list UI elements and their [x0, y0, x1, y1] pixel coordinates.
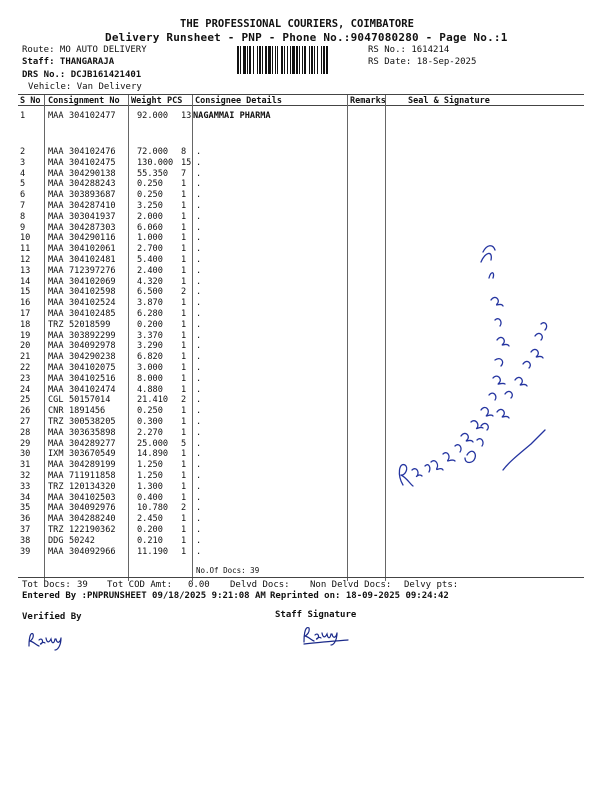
row-dot: .: [196, 298, 202, 309]
runsheet-title: Delivery Runsheet - PNP - Phone No.:9047080280 - Page No.:1: [105, 31, 508, 44]
row-weight: 3.870: [137, 298, 163, 309]
col-sno: S No: [20, 96, 41, 106]
row-prefix: MAA: [48, 244, 64, 255]
row-sno: 9: [20, 222, 26, 233]
table-bottom-rule: [18, 577, 584, 578]
cod-value: 0.00: [188, 580, 210, 590]
row-dot: .: [196, 244, 202, 255]
row-sno: 13: [20, 265, 31, 276]
row-dot: .: [196, 395, 202, 406]
row-dot: .: [196, 438, 202, 449]
row-prefix: MAA: [48, 157, 64, 168]
row-dot: .: [196, 276, 202, 287]
row-dot: .: [196, 233, 202, 244]
table-row: [0, 147, 600, 158]
entered-by: Entered By :PNPRUNSHEET 09/18/2025 9:21:08 AM: [22, 591, 266, 601]
row-prefix: TRZ: [48, 417, 64, 427]
row-prefix: CNR: [48, 406, 64, 417]
company-name: THE PROFESSIONAL COURIERS, COIMBATORE: [180, 18, 414, 30]
row-consignee: NAGAMMAI PHARMA: [193, 111, 271, 121]
row-weight: 8.000: [137, 373, 163, 384]
row-consignment-no: 304102485: [69, 309, 116, 319]
row-prefix: MAA: [48, 222, 64, 233]
row-weight: 0.250: [137, 179, 163, 190]
row-sno: 28: [20, 427, 31, 438]
row-weight: 6.820: [137, 352, 163, 363]
row-sno: 27: [20, 417, 31, 427]
row-dot: .: [196, 201, 202, 211]
row-consignment-no: 303893687: [69, 190, 116, 201]
row-consignment-no: 50157014: [69, 395, 111, 406]
row-weight: 10.780: [137, 503, 169, 514]
row-pcs: 1: [181, 546, 187, 557]
row-pcs: 1: [181, 319, 187, 330]
table-row: [0, 169, 600, 180]
reprinted-on: Reprinted on: 18-09-2025 09:24:42: [270, 591, 449, 601]
row-pcs: 1: [181, 471, 187, 481]
row-prefix: MAA: [48, 373, 64, 384]
row-weight: 1.300: [137, 481, 163, 492]
row-prefix: DDG: [48, 535, 64, 546]
row-weight: 2.700: [137, 244, 163, 255]
table-row: [0, 111, 600, 122]
row-prefix: MAA: [48, 201, 64, 211]
row-weight: 6.060: [137, 222, 163, 233]
row-pcs: 1: [181, 233, 187, 244]
row-sno: 25: [20, 395, 31, 406]
row-weight: 72.000: [137, 147, 169, 157]
row-prefix: MAA: [48, 233, 64, 244]
row-pcs: 5: [181, 438, 187, 449]
row-consignment-no: 304102516: [69, 373, 116, 384]
row-sno: 4: [20, 168, 26, 179]
row-pcs: 1: [181, 211, 187, 222]
row-dot: .: [196, 265, 202, 276]
row-dot: .: [196, 363, 202, 373]
row-weight: 130.000: [137, 157, 174, 168]
row-sno: 8: [20, 211, 26, 222]
row-consignment-no: 304290116: [69, 233, 116, 244]
row-pcs: 1: [181, 201, 187, 211]
row-pcs: 8: [181, 147, 187, 157]
row-pcs: 1: [181, 255, 187, 265]
non-delvd-docs-label: Non Delvd Docs:: [310, 580, 392, 590]
row-sno: 3: [20, 157, 26, 168]
row-weight: 1.250: [137, 460, 163, 471]
row-sno: 15: [20, 287, 31, 298]
row-sno: 6: [20, 190, 26, 201]
row-weight: 0.250: [137, 406, 163, 417]
row-prefix: MAA: [48, 309, 64, 319]
row-pcs: 1: [181, 525, 187, 535]
row-pcs: 2: [181, 287, 187, 298]
row-dot: .: [196, 168, 202, 179]
row-dot: .: [196, 406, 202, 417]
row-weight: 1.250: [137, 471, 163, 481]
row-prefix: MAA: [48, 255, 64, 265]
row-sno: 36: [20, 514, 31, 525]
row-consignment-no: 304287303: [69, 222, 116, 233]
row-weight: 2.450: [137, 514, 163, 525]
row-pcs: 1: [181, 352, 187, 363]
row-pcs: 1: [181, 190, 187, 201]
row-sno: 32: [20, 471, 31, 481]
row-prefix: MAA: [48, 363, 64, 373]
no-of-docs: No.Of Docs: 39: [196, 566, 260, 575]
row-consignment-no: 1891456: [69, 406, 106, 417]
row-prefix: TRZ: [48, 481, 64, 492]
row-dot: .: [196, 222, 202, 233]
row-dot: .: [196, 373, 202, 384]
row-pcs: 13: [181, 111, 192, 121]
table-row: [0, 212, 600, 223]
row-pcs: 1: [181, 449, 187, 460]
row-pcs: 1: [181, 363, 187, 373]
row-dot: .: [196, 190, 202, 201]
row-sno: 16: [20, 298, 31, 309]
row-prefix: MAA: [48, 168, 64, 179]
row-prefix: MAA: [48, 265, 64, 276]
row-sno: 26: [20, 406, 31, 417]
verified-by-label: Verified By: [22, 612, 82, 622]
row-pcs: 1: [181, 481, 187, 492]
row-pcs: 1: [181, 341, 187, 352]
table-row: [0, 525, 600, 536]
row-weight: 1.000: [137, 233, 163, 244]
row-prefix: MAA: [48, 330, 64, 341]
row-weight: 2.270: [137, 427, 163, 438]
row-weight: 11.190: [137, 546, 169, 557]
row-consignment-no: 303670549: [69, 449, 116, 460]
row-weight: 3.000: [137, 363, 163, 373]
row-sno: 7: [20, 201, 26, 211]
row-consignment-no: 712397276: [69, 265, 116, 276]
row-prefix: MAA: [48, 503, 64, 514]
row-weight: 21.410: [137, 395, 169, 406]
row-dot: .: [196, 341, 202, 352]
row-prefix: MAA: [48, 147, 64, 157]
row-consignment-no: 304092976: [69, 503, 116, 514]
table-row: [0, 201, 600, 212]
row-prefix: CGL: [48, 395, 64, 406]
row-pcs: 2: [181, 395, 187, 406]
delvy-pts-label: Delvy pts:: [404, 580, 459, 590]
row-consignment-no: 304289199: [69, 460, 116, 471]
row-pcs: 1: [181, 535, 187, 546]
staff-signature-label: Staff Signature: [275, 610, 357, 620]
row-pcs: 1: [181, 298, 187, 309]
row-consignment-no: 304288240: [69, 514, 116, 525]
row-prefix: MAA: [48, 438, 64, 449]
row-sno: 17: [20, 309, 31, 319]
row-consignment-no: 304092966: [69, 546, 116, 557]
row-consignment-no: 52018599: [69, 319, 111, 330]
row-sno: 14: [20, 276, 31, 287]
rs-date: RS Date: 18-Sep-2025: [368, 57, 477, 67]
row-pcs: 1: [181, 309, 187, 319]
row-weight: 14.890: [137, 449, 169, 460]
rs-number: RS No.: 1614214: [368, 45, 450, 55]
barcode-image: [237, 46, 365, 74]
row-weight: 5.400: [137, 255, 163, 265]
row-prefix: MAA: [48, 546, 64, 557]
row-prefix: MAA: [48, 427, 64, 438]
row-sno: 23: [20, 373, 31, 384]
table-row: [0, 547, 600, 558]
row-pcs: 1: [181, 427, 187, 438]
row-dot: .: [196, 384, 202, 395]
row-dot: .: [196, 481, 202, 492]
row-dot: .: [196, 330, 202, 341]
row-sno: 5: [20, 179, 26, 190]
row-sno: 10: [20, 233, 31, 244]
row-weight: 55.350: [137, 168, 169, 179]
row-dot: .: [196, 319, 202, 330]
row-sno: 35: [20, 503, 31, 514]
row-dot: .: [196, 503, 202, 514]
row-prefix: TRZ: [48, 525, 64, 535]
row-prefix: MAA: [48, 111, 64, 121]
row-consignment-no: 303635898: [69, 427, 116, 438]
row-dot: .: [196, 255, 202, 265]
row-consignment-no: 304102069: [69, 276, 116, 287]
row-consignment-no: 304288243: [69, 179, 116, 190]
row-pcs: 1: [181, 460, 187, 471]
row-sno: 31: [20, 460, 31, 471]
row-dot: .: [196, 179, 202, 190]
row-prefix: TRZ: [48, 319, 64, 330]
row-sno: 1: [20, 111, 26, 121]
row-prefix: MAA: [48, 514, 64, 525]
table-row: [0, 223, 600, 234]
row-dot: .: [196, 352, 202, 363]
row-weight: 3.370: [137, 330, 163, 341]
row-dot: .: [196, 546, 202, 557]
row-pcs: 1: [181, 179, 187, 190]
table-row: [0, 536, 600, 547]
row-dot: .: [196, 460, 202, 471]
row-pcs: 1: [181, 222, 187, 233]
row-sno: 12: [20, 255, 31, 265]
drs-number: DRS No.: DCJB161421401: [22, 70, 142, 80]
row-dot: .: [196, 427, 202, 438]
row-prefix: MAA: [48, 276, 64, 287]
row-prefix: MAA: [48, 460, 64, 471]
row-sno: 33: [20, 481, 31, 492]
row-pcs: 1: [181, 417, 187, 427]
row-sno: 2: [20, 147, 26, 157]
row-weight: 0.300: [137, 417, 163, 427]
row-consignment-no: 304102598: [69, 287, 116, 298]
row-pcs: 7: [181, 168, 187, 179]
row-pcs: 15: [181, 157, 192, 168]
table-row: [0, 514, 600, 525]
row-dot: .: [196, 492, 202, 503]
row-prefix: MAA: [48, 179, 64, 190]
row-consignment-no: 304102481: [69, 255, 116, 265]
row-consignment-no: 304102476: [69, 147, 116, 157]
row-dot: .: [196, 157, 202, 168]
row-dot: .: [196, 514, 202, 525]
row-consignment-no: 304290138: [69, 168, 116, 179]
row-pcs: 1: [181, 406, 187, 417]
row-consignment-no: 711911858: [69, 471, 116, 481]
table-row: [0, 179, 600, 190]
row-consignment-no: 50242: [69, 535, 95, 546]
row-sno: 18: [20, 319, 31, 330]
row-consignment-no: 304102475: [69, 157, 116, 168]
row-prefix: MAA: [48, 211, 64, 222]
tot-docs-value: 39: [77, 580, 88, 590]
row-sno: 20: [20, 341, 31, 352]
delvd-docs-label: Delvd Docs:: [230, 580, 290, 590]
col-pcs: PCS: [167, 96, 183, 106]
row-prefix: MAA: [48, 384, 64, 395]
row-prefix: MAA: [48, 287, 64, 298]
row-sno: 24: [20, 384, 31, 395]
row-prefix: MAA: [48, 190, 64, 201]
row-consignment-no: 304102061: [69, 244, 116, 255]
row-pcs: 1: [181, 492, 187, 503]
row-sno: 39: [20, 546, 31, 557]
row-pcs: 1: [181, 265, 187, 276]
row-sno: 11: [20, 244, 31, 255]
row-sno: 38: [20, 535, 31, 546]
row-weight: 0.200: [137, 319, 163, 330]
row-weight: 4.880: [137, 384, 163, 395]
row-sno: 29: [20, 438, 31, 449]
tot-docs-label: Tot Docs:: [22, 580, 71, 590]
row-pcs: 1: [181, 373, 187, 384]
row-prefix: MAA: [48, 341, 64, 352]
row-consignment-no: 304102524: [69, 298, 116, 309]
row-pcs: 1: [181, 514, 187, 525]
row-dot: .: [196, 147, 202, 157]
row-dot: .: [196, 535, 202, 546]
row-weight: 25.000: [137, 438, 169, 449]
row-weight: 6.500: [137, 287, 163, 298]
route-label: Route: MO AUTO DELIVERY: [22, 45, 147, 55]
table-row: [0, 158, 600, 169]
row-dot: .: [196, 471, 202, 481]
row-consignment-no: 303041937: [69, 211, 116, 222]
row-consignment-no: 303892299: [69, 330, 116, 341]
row-dot: .: [196, 417, 202, 427]
staff-signature-mark: [300, 622, 358, 648]
row-prefix: IXM: [48, 449, 64, 460]
row-pcs: 1: [181, 384, 187, 395]
row-consignment-no: 304289277: [69, 438, 116, 449]
row-prefix: MAA: [48, 298, 64, 309]
row-sno: 19: [20, 330, 31, 341]
col-seal-signature: Seal & Signature: [408, 96, 490, 106]
row-weight: 0.400: [137, 492, 163, 503]
row-prefix: MAA: [48, 352, 64, 363]
row-consignment-no: 122190362: [69, 525, 116, 535]
row-prefix: MAA: [48, 471, 64, 481]
row-sno: 21: [20, 352, 31, 363]
receiver-handwritten-signature: [385, 240, 570, 510]
row-consignment-no: 304102503: [69, 492, 116, 503]
row-pcs: 1: [181, 330, 187, 341]
row-weight: 4.320: [137, 276, 163, 287]
col-remarks: Remarks: [350, 96, 386, 106]
row-weight: 3.250: [137, 201, 163, 211]
row-sno: 34: [20, 492, 31, 503]
col-weight: Weight: [131, 96, 162, 106]
row-weight: 0.200: [137, 525, 163, 535]
row-dot: .: [196, 287, 202, 298]
row-consignment-no: 304290238: [69, 352, 116, 363]
staff-label: Staff: THANGARAJA: [22, 57, 115, 67]
row-dot: .: [196, 449, 202, 460]
row-consignment-no: 300538205: [69, 417, 116, 427]
row-consignment-no: 120134320: [69, 481, 116, 492]
row-weight: 92.000: [137, 111, 169, 121]
verified-signature: [25, 628, 77, 652]
row-pcs: 1: [181, 276, 187, 287]
row-weight: 2.000: [137, 211, 163, 222]
row-dot: .: [196, 211, 202, 222]
cod-label: Tot COD Amt:: [107, 580, 173, 590]
header-bottom-rule: [18, 105, 584, 106]
row-weight: 0.210: [137, 535, 163, 546]
header-top-rule: [18, 94, 584, 95]
row-dot: .: [196, 309, 202, 319]
row-weight: 3.290: [137, 341, 163, 352]
row-sno: 22: [20, 363, 31, 373]
row-weight: 2.400: [137, 265, 163, 276]
row-pcs: 1: [181, 244, 187, 255]
vehicle-label: Vehicle: Van Delivery: [28, 82, 142, 92]
row-consignment-no: 304102075: [69, 363, 116, 373]
row-pcs: 2: [181, 503, 187, 514]
row-weight: 6.280: [137, 309, 163, 319]
row-consignment-no: 304287410: [69, 201, 116, 211]
row-consignment-no: 304092978: [69, 341, 116, 352]
row-prefix: MAA: [48, 492, 64, 503]
row-dot: .: [196, 525, 202, 535]
col-consignment: Consignment No: [48, 96, 120, 106]
row-sno: 30: [20, 449, 31, 460]
row-consignment-no: 304102474: [69, 384, 116, 395]
table-row: [0, 190, 600, 201]
row-weight: 0.250: [137, 190, 163, 201]
col-consignee: Consignee Details: [195, 96, 282, 106]
row-consignment-no: 304102477: [69, 111, 116, 121]
row-sno: 37: [20, 525, 31, 535]
